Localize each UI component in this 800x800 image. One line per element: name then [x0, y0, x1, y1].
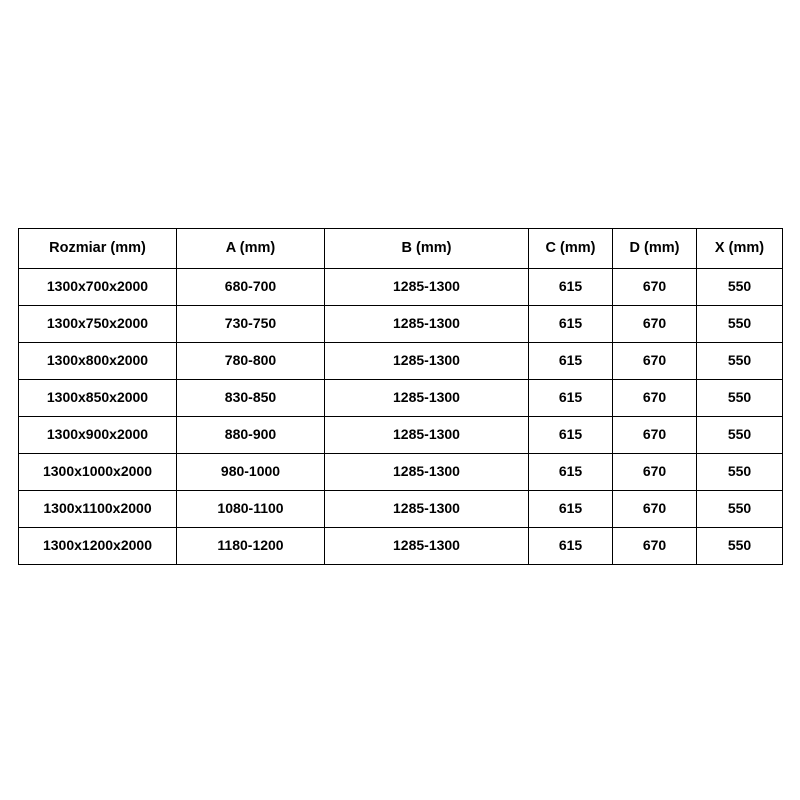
- cell-b: 1285-1300: [325, 269, 529, 306]
- table-row: [19, 380, 783, 417]
- cell-x: 550: [697, 306, 783, 343]
- cell-x: 550: [697, 269, 783, 306]
- table-row: [19, 417, 783, 454]
- cell-c: 615: [529, 417, 613, 454]
- cell-x: 550: [697, 417, 783, 454]
- spec-table-container: [18, 228, 782, 565]
- table-row: [19, 306, 783, 343]
- table-row: [19, 528, 783, 565]
- cell-rozmiar: 1300x750x2000: [19, 306, 177, 343]
- table-row: [19, 343, 783, 380]
- cell-a: 1180-1200: [177, 528, 325, 565]
- cell-c: 615: [529, 343, 613, 380]
- cell-x: 550: [697, 528, 783, 565]
- cell-c: 615: [529, 380, 613, 417]
- column-header-d: D (mm): [613, 229, 697, 269]
- column-header-x: X (mm): [697, 229, 783, 269]
- cell-b: 1285-1300: [325, 380, 529, 417]
- cell-c: 615: [529, 306, 613, 343]
- cell-d: 670: [613, 417, 697, 454]
- cell-c: 615: [529, 454, 613, 491]
- cell-b: 1285-1300: [325, 417, 529, 454]
- cell-b: 1285-1300: [325, 454, 529, 491]
- cell-x: 550: [697, 380, 783, 417]
- column-header-a: A (mm): [177, 229, 325, 269]
- cell-rozmiar: 1300x1000x2000: [19, 454, 177, 491]
- table-row: [19, 454, 783, 491]
- table-row: [19, 491, 783, 528]
- cell-b: 1285-1300: [325, 528, 529, 565]
- cell-c: 615: [529, 491, 613, 528]
- cell-a: 880-900: [177, 417, 325, 454]
- cell-d: 670: [613, 454, 697, 491]
- table-header-row: [19, 229, 783, 269]
- cell-d: 670: [613, 528, 697, 565]
- column-header-b: B (mm): [325, 229, 529, 269]
- table-row: [19, 269, 783, 306]
- cell-rozmiar: 1300x1200x2000: [19, 528, 177, 565]
- cell-d: 670: [613, 306, 697, 343]
- cell-a: 1080-1100: [177, 491, 325, 528]
- cell-a: 780-800: [177, 343, 325, 380]
- column-header-c: C (mm): [529, 229, 613, 269]
- cell-b: 1285-1300: [325, 343, 529, 380]
- cell-a: 980-1000: [177, 454, 325, 491]
- column-header-rozmiar: Rozmiar (mm): [19, 229, 177, 269]
- cell-rozmiar: 1300x850x2000: [19, 380, 177, 417]
- size-specification-table: [18, 228, 783, 565]
- cell-a: 730-750: [177, 306, 325, 343]
- cell-rozmiar: 1300x700x2000: [19, 269, 177, 306]
- cell-rozmiar: 1300x1100x2000: [19, 491, 177, 528]
- cell-rozmiar: 1300x900x2000: [19, 417, 177, 454]
- cell-a: 830-850: [177, 380, 325, 417]
- cell-x: 550: [697, 454, 783, 491]
- cell-x: 550: [697, 343, 783, 380]
- cell-a: 680-700: [177, 269, 325, 306]
- cell-x: 550: [697, 491, 783, 528]
- cell-b: 1285-1300: [325, 306, 529, 343]
- cell-c: 615: [529, 528, 613, 565]
- cell-b: 1285-1300: [325, 491, 529, 528]
- cell-d: 670: [613, 269, 697, 306]
- cell-d: 670: [613, 343, 697, 380]
- cell-d: 670: [613, 380, 697, 417]
- cell-d: 670: [613, 491, 697, 528]
- cell-c: 615: [529, 269, 613, 306]
- cell-rozmiar: 1300x800x2000: [19, 343, 177, 380]
